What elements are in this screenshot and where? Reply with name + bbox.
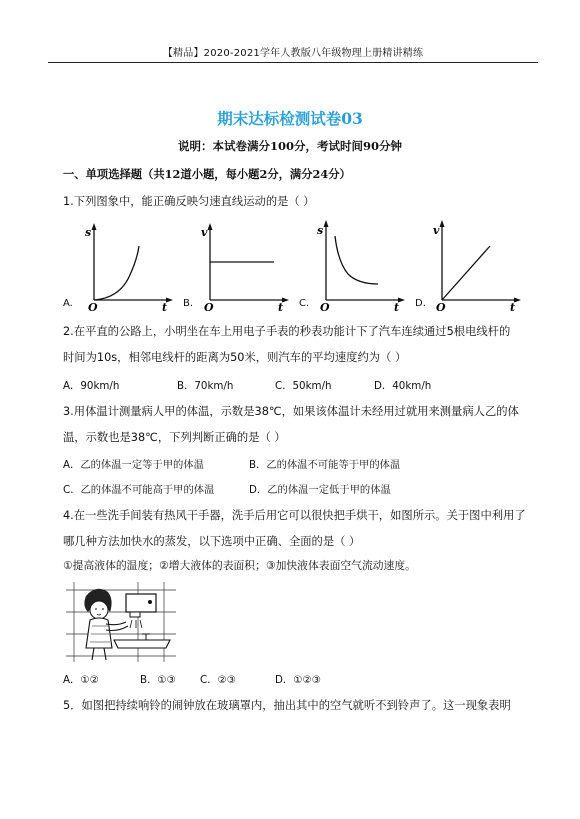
graph-b-xaxis: t: [278, 301, 284, 312]
header-divider: [48, 62, 538, 63]
question-3-option-c: C．乙的体温不可能高于甲的体温: [63, 484, 215, 496]
graph-b-yaxis: v: [201, 226, 208, 239]
graph-d-origin: O: [436, 301, 446, 312]
graph-c-xaxis: t: [394, 301, 400, 312]
question-5-line-1: 5．如图把持续响铃的闹钟放在玻璃罩内，抽出其中的空气就听不到铃声了。这一现象表明: [63, 699, 511, 712]
graph-a: [84, 222, 174, 316]
graph-a-origin: O: [88, 301, 98, 312]
question-3-option-a: A．乙的体温一定等于甲的体温: [63, 459, 204, 471]
graph-c: [316, 218, 406, 316]
graph-b-origin: O: [204, 301, 214, 312]
option-d-label: D.: [415, 298, 426, 309]
section-heading: 一、单项选择题（共12道小题，每小题2分，满分24分）: [63, 167, 351, 181]
graph-d-yaxis: v: [433, 224, 440, 237]
option-b-label: B.: [183, 298, 194, 309]
graph-d: [432, 218, 522, 316]
question-2-option-b: B．70km/h: [177, 380, 234, 392]
question-4-line-2: 哪几种方法加快水的蒸发，以下选项中正确、全面的是（ ）: [63, 535, 361, 548]
graph-a-xaxis: t: [162, 301, 168, 312]
question-2-option-c: C．50km/h: [275, 380, 332, 392]
question-2-option-a: A．90km/h: [63, 380, 120, 392]
question-4-option-a: A．①②: [63, 674, 99, 686]
graph-c-yaxis: s: [317, 224, 324, 237]
graph-d-xaxis: t: [510, 301, 516, 312]
question-3-option-d: D．乙的体温一定低于甲的体温: [249, 484, 391, 496]
graph-c-origin: O: [320, 301, 330, 312]
exam-note: 说明：本试卷满分100分，考试时间90分钟: [177, 139, 402, 153]
graph-b: [200, 222, 290, 316]
exam-title: 期末达标检测试卷03: [217, 109, 363, 128]
option-a-label: A.: [63, 298, 73, 309]
question-3-option-b: B．乙的体温不可能等于甲的体温: [249, 459, 401, 471]
question-3-line-2: 温，示数也是38℃，下列判断正确的是（ ）: [63, 431, 286, 444]
question-3-line-1: 3.用体温计测量病人甲的体温，示数是38℃，如果该体温计未经用过就用来测量病人乙的体: [63, 405, 519, 418]
question-4-line-3: ①提高液体的温度；②增大液体的表面积；③加快液体表面空气流动速度。: [63, 559, 416, 572]
hand-dryer-illustration: [66, 582, 176, 666]
question-1-stem: 1.下列图象中，能正确反映匀速直线运动的是（ ）: [63, 195, 315, 208]
question-2-line-2: 时间为10s，相邻电线杆的距离为50米，则汽车的平均速度约为（ ）: [63, 351, 407, 364]
question-4-option-d: D．①②③: [275, 674, 321, 686]
question-2-option-d: D．40km/h: [374, 380, 432, 392]
question-2-line-1: 2.在平直的公路上，小明坐在车上用电子手表的秒表功能计下了汽车连续通过5根电线杆的: [63, 325, 511, 338]
question-4-line-1: 4.在一些洗手间装有热风干手器，洗手后用它可以很快把手烘干，如图所示。关于图中利用了: [63, 509, 526, 522]
graph-a-yaxis: s: [85, 226, 92, 239]
question-4-option-b: B．①③: [140, 674, 176, 686]
option-c-label: C.: [299, 298, 310, 309]
page-header: 【精品】2020-2021学年人教版八年级物理上册精讲精练: [162, 48, 424, 59]
question-4-option-c: C．②③: [200, 674, 236, 686]
